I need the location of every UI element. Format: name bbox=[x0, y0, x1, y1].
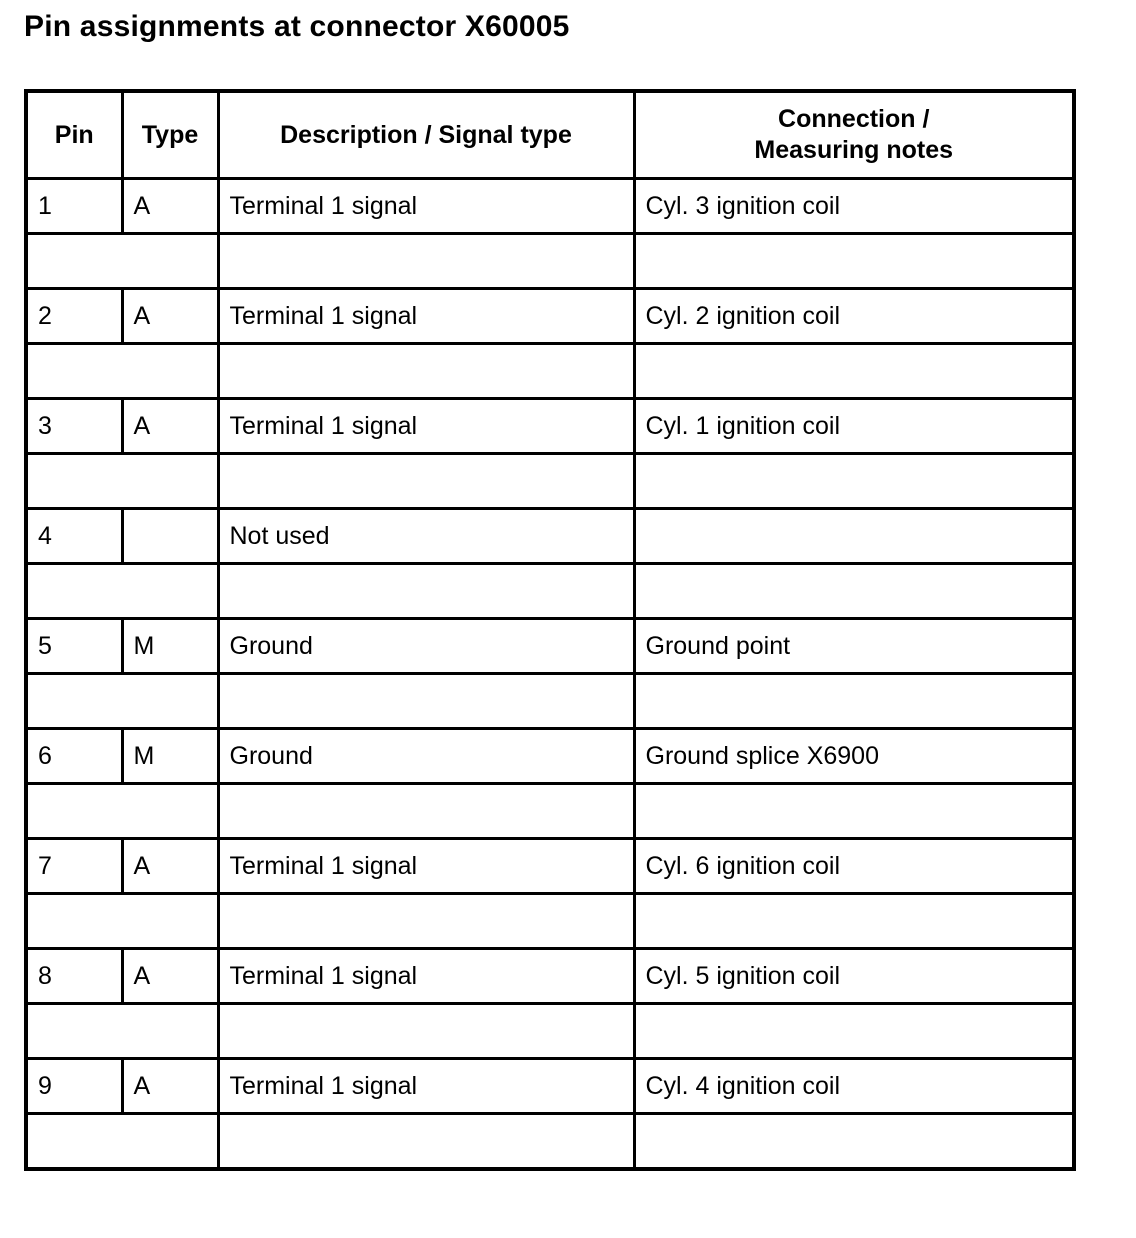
cell-type: A bbox=[122, 839, 218, 894]
cell-connection: Ground point bbox=[634, 619, 1074, 674]
table-header-row bbox=[26, 91, 1074, 179]
cell-connection: Cyl. 2 ignition coil bbox=[634, 289, 1074, 344]
cell-type: A bbox=[122, 399, 218, 454]
cell-pin: 2 bbox=[26, 289, 122, 344]
cell-connection: Cyl. 6 ignition coil bbox=[634, 839, 1074, 894]
cell-description: Terminal 1 signal bbox=[218, 179, 634, 234]
cell-connection bbox=[634, 509, 1074, 564]
cell-pin: 4 bbox=[26, 509, 122, 564]
table-row bbox=[26, 399, 1074, 454]
table-row bbox=[26, 839, 1074, 894]
cell-pin: 8 bbox=[26, 949, 122, 1004]
pin-assignment-table bbox=[24, 89, 1076, 1171]
table-row bbox=[26, 179, 1074, 234]
cell-description: Terminal 1 signal bbox=[218, 1059, 634, 1114]
cell-pin: 3 bbox=[26, 399, 122, 454]
header-description: Description / Signal type bbox=[218, 91, 634, 179]
spacer-row bbox=[26, 894, 1074, 949]
cell-pin: 1 bbox=[26, 179, 122, 234]
cell-description: Terminal 1 signal bbox=[218, 289, 634, 344]
cell-description: Terminal 1 signal bbox=[218, 839, 634, 894]
cell-description: Terminal 1 signal bbox=[218, 949, 634, 1004]
spacer-row bbox=[26, 234, 1074, 289]
table-row bbox=[26, 289, 1074, 344]
cell-description: Not used bbox=[218, 509, 634, 564]
header-connection bbox=[634, 91, 1074, 179]
cell-connection: Cyl. 1 ignition coil bbox=[634, 399, 1074, 454]
spacer-row bbox=[26, 784, 1074, 839]
cell-type bbox=[122, 509, 218, 564]
table-row bbox=[26, 949, 1074, 1004]
cell-description: Ground bbox=[218, 619, 634, 674]
cell-connection: Ground splice X6900 bbox=[634, 729, 1074, 784]
spacer-row bbox=[26, 454, 1074, 509]
cell-type: A bbox=[122, 949, 218, 1004]
header-connection-line2: Measuring notes bbox=[754, 136, 954, 164]
cell-description: Terminal 1 signal bbox=[218, 399, 634, 454]
spacer-row bbox=[26, 1114, 1074, 1170]
table-row bbox=[26, 729, 1074, 784]
cell-type: A bbox=[122, 1059, 218, 1114]
cell-pin: 5 bbox=[26, 619, 122, 674]
cell-type: M bbox=[122, 729, 218, 784]
header-type: Type bbox=[122, 91, 218, 179]
cell-connection: Cyl. 4 ignition coil bbox=[634, 1059, 1074, 1114]
spacer-row bbox=[26, 564, 1074, 619]
cell-type: A bbox=[122, 289, 218, 344]
spacer-row bbox=[26, 1004, 1074, 1059]
table-row bbox=[26, 1059, 1074, 1114]
table-row bbox=[26, 509, 1074, 564]
cell-pin: 7 bbox=[26, 839, 122, 894]
cell-pin: 6 bbox=[26, 729, 122, 784]
cell-description: Ground bbox=[218, 729, 634, 784]
cell-connection: Cyl. 5 ignition coil bbox=[634, 949, 1074, 1004]
page-title: Pin assignments at connector X60005 bbox=[24, 10, 570, 43]
header-pin: Pin bbox=[26, 91, 122, 179]
cell-pin: 9 bbox=[26, 1059, 122, 1114]
header-connection-line1: Connection / bbox=[778, 105, 930, 133]
table-row bbox=[26, 619, 1074, 674]
cell-type: A bbox=[122, 179, 218, 234]
spacer-row bbox=[26, 344, 1074, 399]
spacer-row bbox=[26, 674, 1074, 729]
cell-connection: Cyl. 3 ignition coil bbox=[634, 179, 1074, 234]
cell-type: M bbox=[122, 619, 218, 674]
